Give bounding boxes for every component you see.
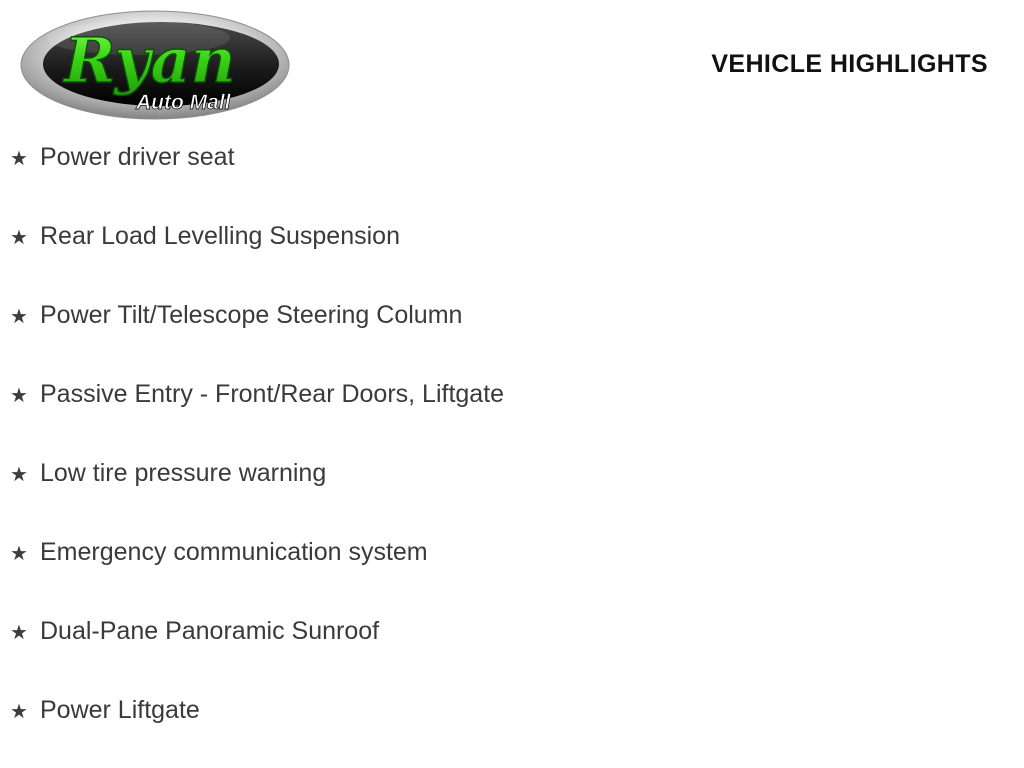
list-item (0, 540, 1024, 619)
star-icon: ★ (10, 701, 28, 723)
page-title: VEHICLE HIGHLIGHTS (711, 50, 988, 78)
feature-label: Dual-Pane Panoramic Sunroof (40, 617, 380, 645)
list-item (0, 619, 1024, 698)
feature-label: Power Liftgate (40, 696, 200, 724)
list-item (0, 461, 1024, 540)
feature-label: Low tire pressure warning (40, 459, 327, 487)
svg-text:Ryan: Ryan (64, 24, 236, 97)
feature-label: Power Tilt/Telescope Steering Column (40, 301, 463, 329)
feature-label: Rear Load Levelling Suspension (40, 222, 400, 250)
list-item (0, 382, 1024, 461)
star-icon: ★ (10, 464, 28, 486)
ryan-auto-mall-logo (18, 8, 293, 123)
svg-text:Auto Mall: Auto Mall (136, 91, 231, 114)
list-item (0, 698, 1024, 768)
star-icon: ★ (10, 543, 28, 565)
feature-label: Power driver seat (40, 143, 235, 171)
list-item (0, 303, 1024, 382)
vehicle-highlights-list (0, 145, 1024, 768)
list-item (0, 224, 1024, 303)
star-icon: ★ (10, 385, 28, 407)
page-header (0, 0, 1024, 130)
list-item (0, 145, 1024, 224)
star-icon: ★ (10, 148, 28, 170)
star-icon: ★ (10, 306, 28, 328)
star-icon: ★ (10, 622, 28, 644)
feature-label: Passive Entry - Front/Rear Doors, Liftgate (40, 380, 505, 408)
star-icon: ★ (10, 227, 28, 249)
feature-label: Emergency communication system (40, 538, 428, 566)
